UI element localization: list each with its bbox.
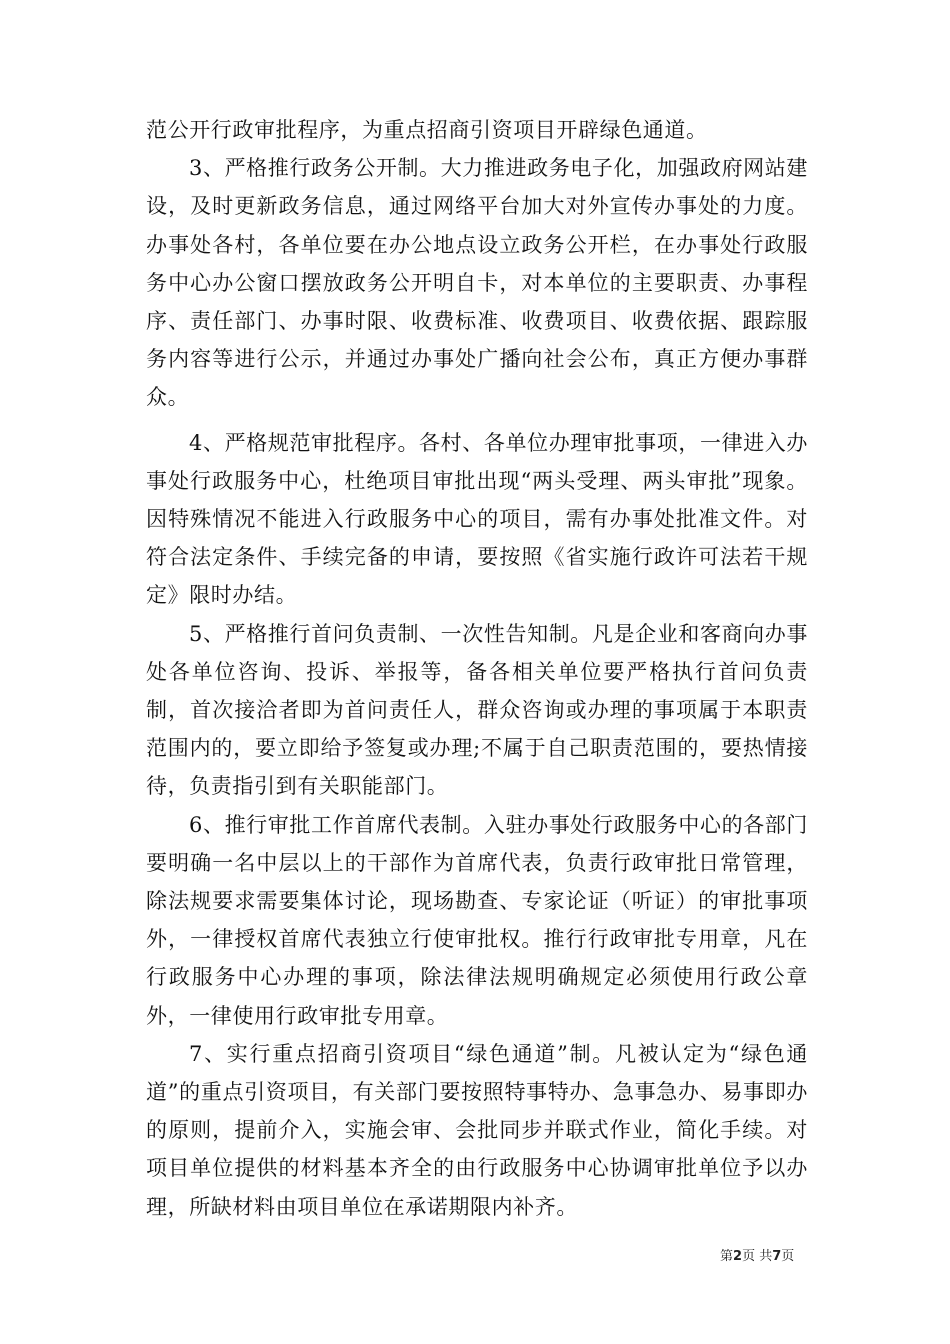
footer-suffix: 页 <box>781 1249 795 1264</box>
document-body <box>146 111 808 1226</box>
paragraph-item-6: 6、推行审批工作首席代表制。入驻办事处行政服务中心的各部门要明确一名中层以上的干部作为首席代表，负责行政审批日常管理，除法规要求需要集体讨论，现场勘查、专家论证（听证）的审批事项外，一律授权首席代表独立行使审批权。推行行政审批专用章，凡在行政服务中心办理的事项，除法律法规明确规定必须使用行政公章外，一律使用行政审批专用章。 <box>146 812 808 1028</box>
paragraph-item-5: 5、严格推行首问负责制、一次性告知制。凡是企业和客商向办事处各单位咨询、投诉、举报等，备各相关单位要严格执行首问负责制，首次接洽者即为首问责任人，群众咨询或办理的事项属于本职责范围内的，要立即给予签复或办理;不属于自己职责范围的，要热情接待，负责指引到有关职能部门。 <box>146 621 808 799</box>
paragraph-item-7: 7、实行重点招商引资项目“绿色通道”制。凡被认定为“绿色通道”的重点引资项目，有关部门要按照特事特办、急事急办、易事即办的原则，提前介入，实施会审、会批同步并联式作业，简化手续。对项目单位提供的材料基本齐全的由行政服务中心协调审批单位予以办理，所缺材料由项目单位在承诺期限内补齐。 <box>146 1041 808 1219</box>
total-pages-number: 7 <box>772 1249 782 1264</box>
paragraph-item-4: 4、严格规范审批程序。各村、各单位办理审批事项，一律进入办事处行政服务中心，杜绝项目审批出现“两头受理、两头审批”现象。因特殊情况不能进入行政服务中心的项目，需有办事处批准文件。对符合法定条件、手续完备的申请，要按照《省实施行政许可法若干规定》限时办结。 <box>146 430 808 608</box>
current-page-number: 2 <box>733 1249 743 1264</box>
paragraph-continuation: 范公开行政审批程序，为重点招商引资项目开辟绿色通道。 <box>146 118 708 142</box>
footer-prefix: 第 <box>720 1249 734 1264</box>
paragraph-item-3: 3、严格推行政务公开制。大力推进政务电子化，加强政府网站建设，及时更新政务信息，通过网络平台加大对外宣传办事处的力度。办事处各村，各单位要在办公地点设立政务公开栏，在办事处行政服务中心办公窗口摆放政务公开明自卡，对本单位的主要职责、办事程序、责任部门、办事时限、收费标准、收费项目、收费依据、跟踪服务内容等进行公示，并通过办事处广播向社会公布，真正方便办事群众。 <box>146 156 808 410</box>
page-footer <box>720 1245 794 1264</box>
footer-middle: 页 共 <box>742 1249 773 1264</box>
